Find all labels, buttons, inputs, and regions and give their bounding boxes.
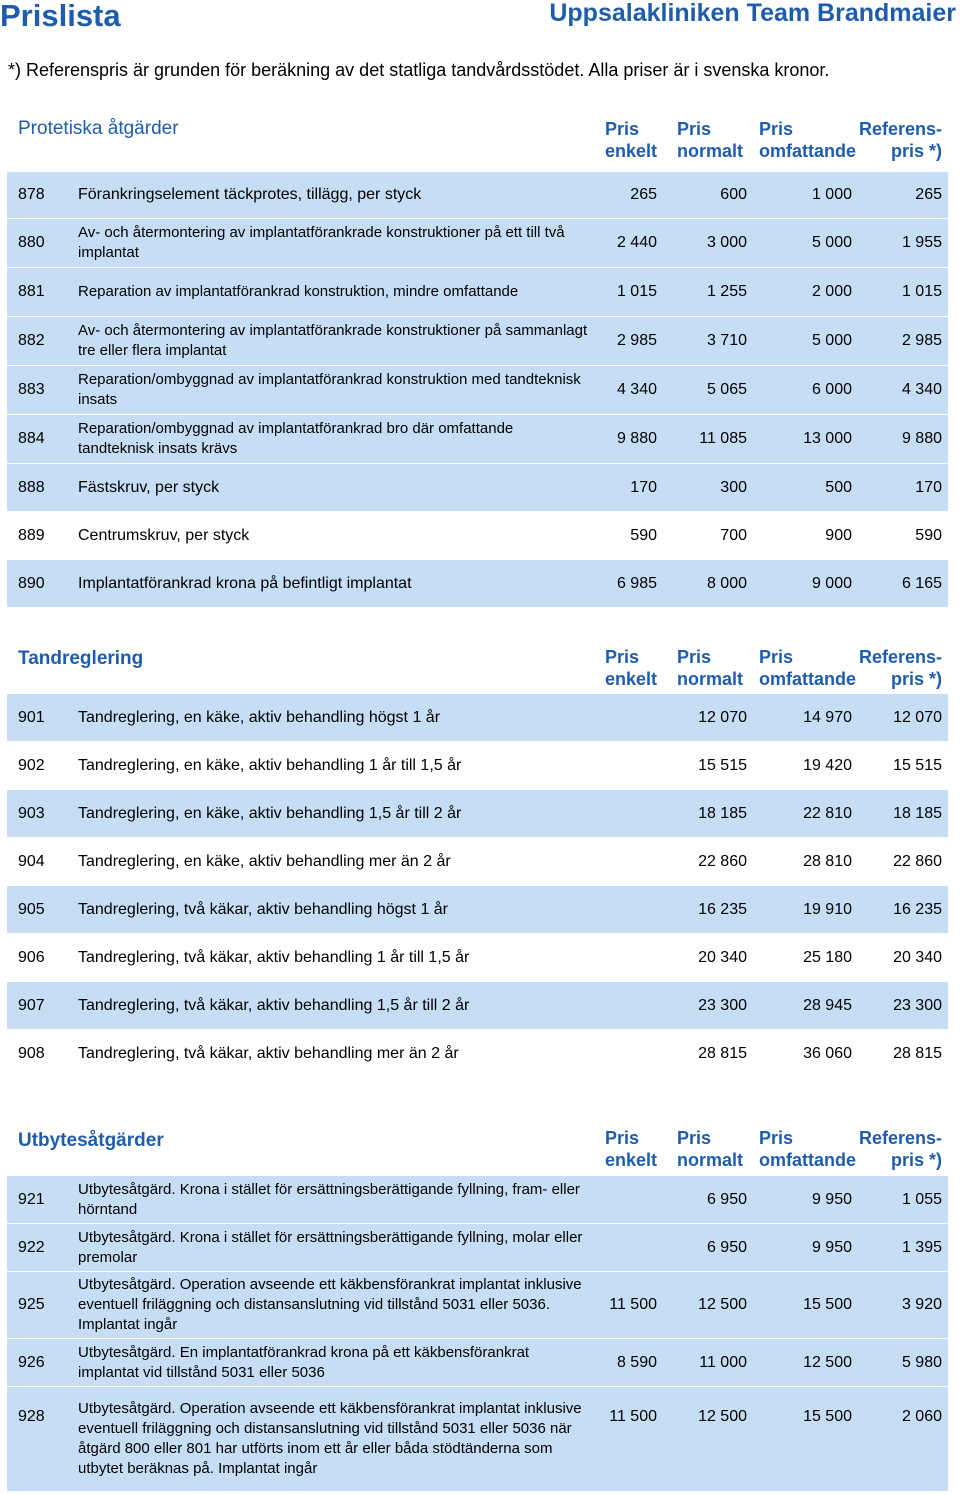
col-pris-normalt xyxy=(677,646,743,690)
table-row xyxy=(7,560,948,607)
row-code: 880 xyxy=(18,234,45,251)
section-header xyxy=(7,108,948,170)
price-referens: 590 xyxy=(915,526,942,544)
table-row xyxy=(7,172,948,218)
col-label: enkelt xyxy=(604,1150,657,1170)
price-omfattande: 2 000 xyxy=(811,283,852,300)
reference-note: *) Referenspris är grunden för beräkning av det statliga tandvårdsstödet. Alla priser är i svenska kronor. xyxy=(8,60,830,80)
col-label: enkelt xyxy=(604,669,657,689)
section-tandreglering xyxy=(7,638,948,1077)
col-label: pris *) xyxy=(890,669,942,689)
price-referens: 20 340 xyxy=(893,948,942,966)
row-desc: Förankringselement täckprotes, tillägg, per styck xyxy=(78,186,422,203)
price-normalt: 5 065 xyxy=(706,381,747,398)
price-enkelt: 1 015 xyxy=(616,283,657,300)
price-omfattande: 13 000 xyxy=(803,430,852,447)
col-referenspris xyxy=(859,118,942,162)
table-row xyxy=(7,694,948,741)
table-row xyxy=(7,415,948,463)
price-omfattande: 500 xyxy=(825,478,852,496)
table-row xyxy=(7,838,948,885)
table-row xyxy=(7,742,948,789)
price-referens: 22 860 xyxy=(893,852,942,870)
price-enkelt: 2 985 xyxy=(616,332,657,349)
col-label: Referens- xyxy=(858,1128,942,1148)
table-row xyxy=(7,1030,948,1077)
row-code: 903 xyxy=(18,804,45,822)
price-omfattande: 9 000 xyxy=(811,574,852,592)
row-code: 883 xyxy=(18,381,45,398)
row-code: 878 xyxy=(18,186,45,203)
row-code: 928 xyxy=(18,1408,45,1425)
section-header xyxy=(7,638,948,694)
col-label: omfattande xyxy=(758,141,856,161)
col-label: Pris xyxy=(758,1128,794,1148)
row-desc: Reparation/ombyggnad av implantatförankrad bro där omfattande tandteknisk insats krävs xyxy=(78,420,514,457)
table-row xyxy=(7,268,948,316)
price-omfattande: 9 950 xyxy=(811,1190,852,1208)
price-normalt: 22 860 xyxy=(698,852,747,870)
row-code: 907 xyxy=(18,996,45,1014)
table-row xyxy=(7,464,948,511)
table-row xyxy=(7,790,948,837)
price-omfattande: 6 000 xyxy=(811,381,852,398)
price-referens: 5 980 xyxy=(901,1353,942,1371)
row-desc: Utbytesåtgärd. Krona i stället för ersättningsberättigande fyllning, molar eller premolar xyxy=(78,1228,583,1266)
col-pris-enkelt xyxy=(605,646,657,690)
row-desc: Av- och återmontering av implantatförankrade konstruktioner på sammanlagt tre eller flera implantat xyxy=(78,322,588,359)
col-label: omfattande xyxy=(758,1150,856,1170)
price-omfattande: 28 810 xyxy=(803,852,852,870)
col-label: Pris xyxy=(676,647,712,667)
table-row xyxy=(7,1176,948,1223)
price-omfattande: 9 950 xyxy=(811,1238,852,1256)
price-omfattande: 15 500 xyxy=(803,1408,852,1425)
table-row xyxy=(7,1387,948,1491)
price-referens: 6 165 xyxy=(901,574,942,592)
price-enkelt: 11 500 xyxy=(609,1296,657,1313)
row-desc: Utbytesåtgärd. Operation avseende ett käkbensförankrat implantat inklusive eventuell friläggning och distansanslutning vid tillstånd 5031 eller 5036. Implantat ingår xyxy=(78,1276,582,1333)
price-normalt: 11 000 xyxy=(699,1353,747,1371)
price-enkelt: 8 590 xyxy=(616,1353,657,1371)
price-referens: 1 955 xyxy=(901,234,942,251)
row-desc: Tandreglering, en käke, aktiv behandling högst 1 år xyxy=(78,708,441,726)
price-omfattande: 5 000 xyxy=(811,332,852,349)
price-omfattande: 1 000 xyxy=(811,186,852,203)
row-code: 906 xyxy=(18,948,45,966)
row-desc: Tandreglering, en käke, aktiv behandling 1 år till 1,5 år xyxy=(78,756,462,774)
row-code: 925 xyxy=(18,1296,45,1313)
row-desc: Fästskruv, per styck xyxy=(78,478,220,496)
row-code: 902 xyxy=(18,756,45,774)
col-pris-normalt xyxy=(677,1127,743,1171)
row-code: 901 xyxy=(18,708,45,726)
section-header xyxy=(7,1120,948,1176)
row-desc: Utbytesåtgärd. Krona i stället för ersättningsberättigande fyllning, fram- eller hörntand xyxy=(78,1180,580,1218)
price-normalt: 15 515 xyxy=(698,756,747,774)
price-normalt: 12 070 xyxy=(698,708,747,726)
price-enkelt: 4 340 xyxy=(616,381,657,398)
row-desc: Reparation/ombyggnad av implantatförankrad konstruktion med tandteknisk insats xyxy=(78,371,581,408)
price-enkelt: 11 500 xyxy=(609,1408,657,1425)
price-referens: 28 815 xyxy=(893,1044,942,1062)
price-referens: 4 340 xyxy=(901,381,942,398)
price-omfattande: 22 810 xyxy=(803,804,852,822)
table-row xyxy=(7,934,948,981)
price-normalt: 8 000 xyxy=(706,574,747,592)
price-referens: 18 185 xyxy=(893,804,942,822)
price-omfattande: 5 000 xyxy=(811,234,852,251)
price-referens: 2 060 xyxy=(901,1408,942,1425)
table-row xyxy=(7,1224,948,1271)
col-referenspris xyxy=(859,1127,942,1171)
section-title: Utbytesåtgärder xyxy=(18,1130,164,1151)
table-row xyxy=(7,317,948,365)
col-label: Pris xyxy=(604,1128,639,1148)
col-label: Pris xyxy=(676,119,712,139)
row-code: 922 xyxy=(18,1238,45,1256)
price-enkelt: 265 xyxy=(630,186,657,203)
row-code: 904 xyxy=(18,852,45,870)
col-label: normalt xyxy=(676,141,743,161)
table-row xyxy=(7,1272,948,1338)
row-desc: Tandreglering, en käke, aktiv behandling mer än 2 år xyxy=(78,852,451,870)
price-omfattande: 19 420 xyxy=(803,756,852,774)
col-pris-normalt xyxy=(677,118,743,162)
col-label: pris *) xyxy=(890,141,942,161)
section-title: Tandreglering xyxy=(18,648,144,669)
price-enkelt: 9 880 xyxy=(616,430,657,447)
col-label: Pris xyxy=(604,647,639,667)
col-pris-enkelt xyxy=(605,1127,657,1171)
price-normalt: 3 000 xyxy=(706,234,747,251)
section-utbytesatgarder xyxy=(7,1120,948,1491)
price-normalt: 300 xyxy=(720,478,747,496)
col-label: normalt xyxy=(676,1150,743,1170)
col-referenspris xyxy=(859,646,942,690)
price-normalt: 18 185 xyxy=(698,804,747,822)
price-normalt: 12 500 xyxy=(698,1408,747,1425)
price-omfattande: 36 060 xyxy=(803,1044,852,1062)
price-normalt: 700 xyxy=(720,526,747,544)
price-normalt: 3 710 xyxy=(706,332,747,349)
col-label: omfattande xyxy=(758,669,856,689)
col-label: Pris xyxy=(676,1128,712,1148)
table-row xyxy=(7,366,948,414)
row-code: 890 xyxy=(18,574,45,592)
price-referens: 1 015 xyxy=(901,283,942,300)
row-code: 908 xyxy=(18,1044,45,1062)
price-omfattande: 19 910 xyxy=(803,900,852,918)
table-row xyxy=(7,219,948,267)
row-desc: Reparation av implantatförankrad konstruktion, mindre omfattande xyxy=(78,283,519,300)
row-desc: Utbytesåtgärd. Operation avseende ett käkbensförankrat implantat inklusive eventuell friläggning och distansanslutning vid tillstånd 5031 eller 5036 när åtgärd 800 eller 801 har utförts inom ett år eller båda stödtänderna som utbytet beräknas på. Implantat ingår xyxy=(78,1400,582,1477)
row-code: 921 xyxy=(18,1190,45,1208)
price-enkelt: 2 440 xyxy=(616,234,657,251)
price-normalt: 16 235 xyxy=(698,900,747,918)
col-pris-omfattande xyxy=(759,1127,856,1171)
page-title: Prislista xyxy=(0,0,121,33)
row-code: 926 xyxy=(18,1353,45,1371)
row-desc: Tandreglering, en käke, aktiv behandling 1,5 år till 2 år xyxy=(78,804,462,822)
price-referens: 1 395 xyxy=(901,1238,942,1256)
price-referens: 1 055 xyxy=(901,1190,942,1208)
price-referens: 23 300 xyxy=(893,996,942,1014)
price-normalt: 23 300 xyxy=(698,996,747,1014)
col-label: Pris xyxy=(604,119,639,139)
col-label: Pris xyxy=(758,119,794,139)
price-normalt: 20 340 xyxy=(698,948,747,966)
row-desc: Implantatförankrad krona på befintligt implantat xyxy=(78,574,412,592)
price-omfattande: 14 970 xyxy=(803,708,852,726)
row-desc: Av- och återmontering av implantatförankrade konstruktioner på ett till två implantat xyxy=(78,224,565,261)
price-referens: 15 515 xyxy=(893,756,942,774)
price-normalt: 11 085 xyxy=(699,430,747,447)
page-header xyxy=(0,0,960,40)
price-enkelt: 170 xyxy=(630,478,657,496)
row-code: 888 xyxy=(18,478,45,496)
price-normalt: 6 950 xyxy=(706,1190,747,1208)
row-desc: Utbytesåtgärd. En implantatförankrad krona på ett käkbensförankrat implantat vid tillstånd 5031 eller 5036 xyxy=(78,1343,530,1381)
price-enkelt: 6 985 xyxy=(616,574,657,592)
col-pris-enkelt xyxy=(605,118,657,162)
row-code: 882 xyxy=(18,332,45,349)
row-desc: Tandreglering, två käkar, aktiv behandling 1 år till 1,5 år xyxy=(78,948,470,966)
col-label: normalt xyxy=(676,669,743,689)
price-omfattande: 25 180 xyxy=(803,948,852,966)
price-referens: 9 880 xyxy=(901,430,942,447)
col-label: Referens- xyxy=(858,119,942,139)
row-code: 905 xyxy=(18,900,45,918)
price-omfattande: 28 945 xyxy=(803,996,852,1014)
table-row xyxy=(7,512,948,559)
price-omfattande: 12 500 xyxy=(803,1353,852,1371)
table-row xyxy=(7,886,948,933)
price-omfattande: 15 500 xyxy=(803,1296,852,1313)
col-pris-omfattande xyxy=(759,118,856,162)
row-code: 889 xyxy=(18,526,45,544)
section-protetiska xyxy=(7,108,948,607)
col-label: Referens- xyxy=(858,647,942,667)
col-label: enkelt xyxy=(604,141,657,161)
table-row xyxy=(7,982,948,1029)
row-desc: Centrumskruv, per styck xyxy=(78,526,250,544)
price-normalt: 600 xyxy=(720,186,747,203)
price-normalt: 6 950 xyxy=(706,1238,747,1256)
price-referens: 3 920 xyxy=(901,1296,942,1313)
row-desc: Tandreglering, två käkar, aktiv behandling mer än 2 år xyxy=(78,1044,459,1062)
row-desc: Tandreglering, två käkar, aktiv behandling högst 1 år xyxy=(78,900,449,918)
price-normalt: 28 815 xyxy=(698,1044,747,1062)
row-code: 881 xyxy=(18,283,45,300)
col-label: Pris xyxy=(758,647,794,667)
price-referens: 265 xyxy=(915,186,942,203)
price-normalt: 1 255 xyxy=(706,283,747,300)
col-pris-omfattande xyxy=(759,646,856,690)
col-label: pris *) xyxy=(890,1150,942,1170)
price-referens: 12 070 xyxy=(893,708,942,726)
price-omfattande: 900 xyxy=(825,526,852,544)
price-referens: 2 985 xyxy=(901,332,942,349)
row-code: 884 xyxy=(18,430,45,447)
section-title: Protetiska åtgärder xyxy=(18,118,179,139)
price-enkelt: 590 xyxy=(630,526,657,544)
price-normalt: 12 500 xyxy=(698,1296,747,1313)
price-referens: 170 xyxy=(915,478,942,496)
row-desc: Tandreglering, två käkar, aktiv behandling 1,5 år till 2 år xyxy=(78,996,470,1014)
table-row xyxy=(7,1339,948,1386)
clinic-name: Uppsalakliniken Team Brandmaier xyxy=(549,0,956,27)
price-referens: 16 235 xyxy=(893,900,942,918)
